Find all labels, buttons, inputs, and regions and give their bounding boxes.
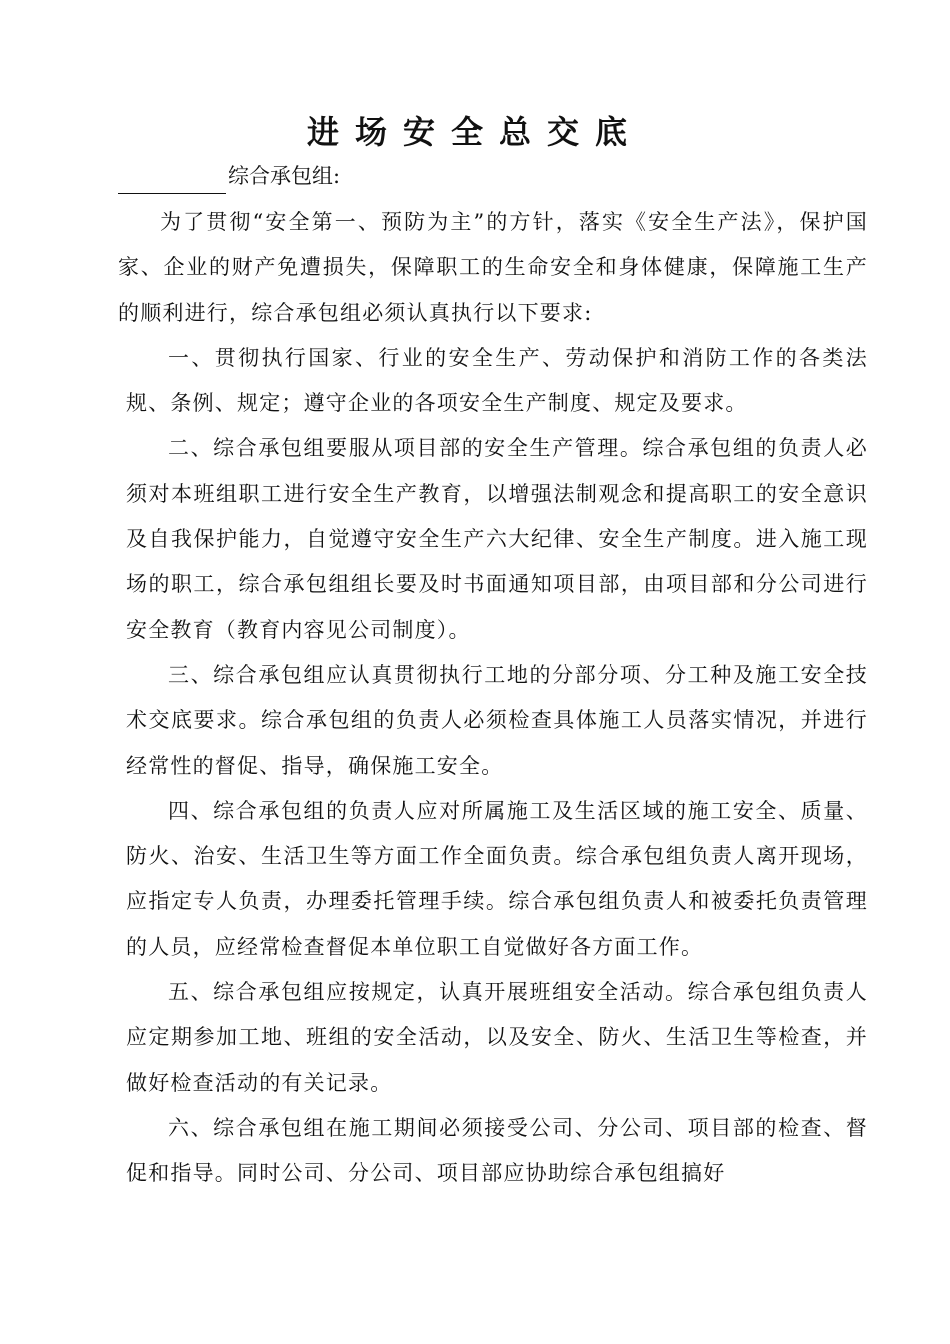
paragraph-item-1: 一、贯彻执行国家、行业的安全生产、劳动保护和消防工作的各类法规、条例、规定；遵守企业的各项安全生产制度、规定及要求。 (126, 345, 868, 416)
paragraph-item-4: 四、综合承包组的负责人应对所属施工及生活区域的施工安全、质量、防火、治安、生活卫生等方面工作全面负责。综合承包组负责人离开现场，应指定专人负责，办理委托管理手续。综合承包组负责人和被委托负责管理的人员，应经常检查督促本单位职工自觉做好各方面工作。 (126, 798, 868, 959)
paragraph-item-6: 六、综合承包组在施工期间必须接受公司、分公司、项目部的检查、督促和指导。同时公司、分公司、项目部应协助综合承包组搞好 (126, 1115, 868, 1186)
paragraph-intro: 为了贯彻“安全第一、预防为主”的方针，落实《安全生产法》，保护国家、企业的财产免遭损失，保障职工的生命安全和身体健康，保障施工生产的顺利进行，综合承包组必须认真执行以下要求: (118, 210, 868, 325)
addressee-label: 综合承包组: (228, 164, 341, 188)
document-body (118, 200, 868, 1197)
blank-fill-line (118, 169, 226, 194)
paragraph-item-5: 五、综合承包组应按规定，认真开展班组安全活动。综合承包组负责人应定期参加工地、班组的安全活动，以及安全、防火、生活卫生等检查，并做好检查活动的有关记录。 (126, 980, 868, 1095)
paragraph-item-3: 三、综合承包组应认真贯彻执行工地的分部分项、分工种及施工安全技术交底要求。综合承包组的负责人必须检查具体施工人员落实情况，并进行经常性的督促、指导，确保施工安全。 (126, 662, 868, 778)
addressee-line (118, 158, 340, 194)
page-title: 进场安全总交底 (306, 113, 643, 151)
paragraph-item-2: 二、综合承包组要服从项目部的安全生产管理。综合承包组的负责人必须对本班组职工进行安全生产教育，以增强法制观念和提高职工的安全意识及自我保护能力，自觉遵守安全生产六大纪律、安全生产制度。进入施工现场的职工，综合承包组组长要及时书面通知项目部，由项目部和分公司进行安全教育（教育内容见公司制度）。 (126, 436, 868, 642)
